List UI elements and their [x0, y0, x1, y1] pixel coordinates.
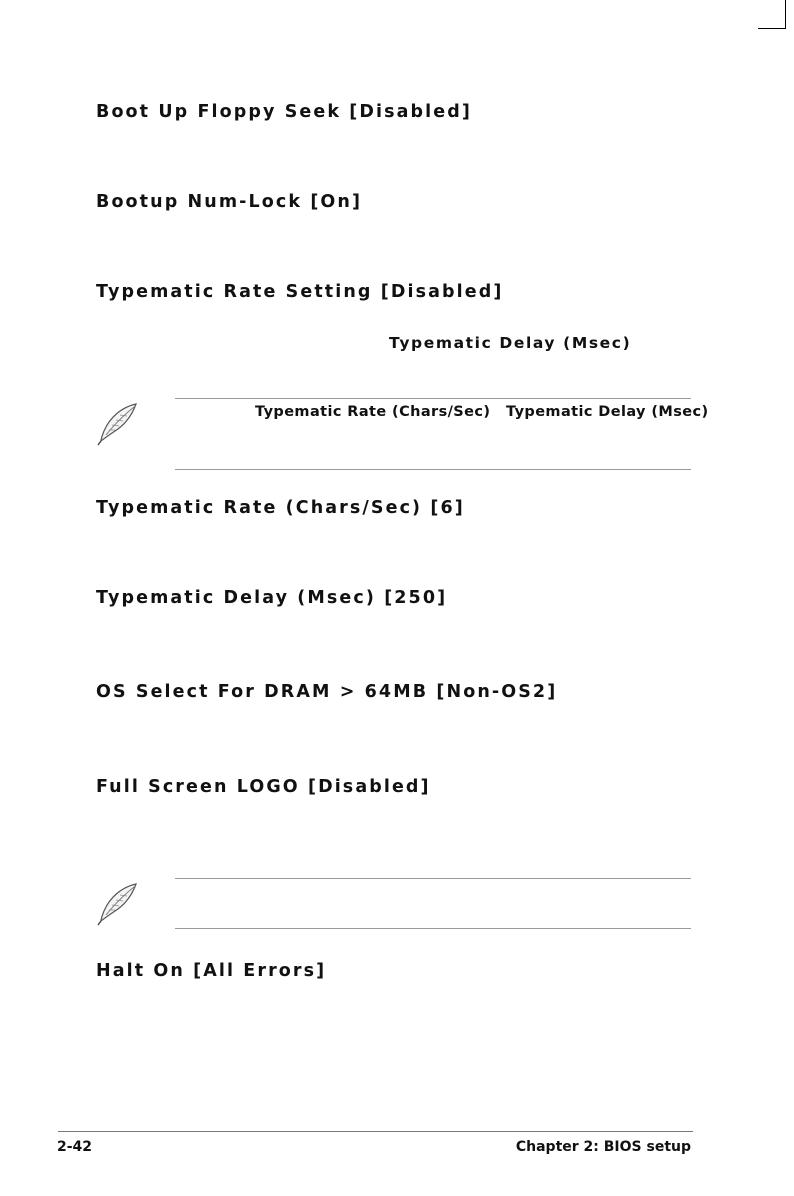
inline-reference-typematic-delay: Typematic Delay (Msec) [389, 334, 632, 352]
note-bottom-rule [175, 928, 691, 929]
heading-os-select-dram [96, 682, 557, 702]
setting-name: Halt On [96, 961, 185, 981]
setting-value: [On] [310, 192, 363, 212]
chapter-title: Chapter 2: BIOS setup [515, 1139, 691, 1155]
note-bottom-rule [175, 469, 691, 470]
heading-typematic-rate-setting [96, 282, 503, 302]
setting-name: Typematic Rate (Chars/Sec) [96, 498, 423, 518]
heading-boot-up-floppy-seek [96, 102, 472, 122]
setting-name: Full Screen LOGO [96, 777, 300, 797]
setting-name: Typematic Rate Setting [96, 282, 373, 302]
setting-value: [Non-OS2] [436, 682, 558, 702]
note-quill-icon [92, 401, 142, 447]
crop-mark-horizontal [758, 28, 786, 29]
setting-name: Boot Up Floppy Seek [96, 102, 342, 122]
page-number: 2-42 [57, 1139, 93, 1155]
setting-name: Bootup Num-Lock [96, 192, 303, 212]
footer-rule [58, 1131, 693, 1132]
note-top-rule [175, 398, 691, 399]
heading-typematic-delay [96, 588, 447, 608]
heading-halt-on [96, 961, 326, 981]
setting-value: [6] [430, 498, 465, 518]
setting-value: [250] [384, 588, 448, 608]
setting-value: [Disabled] [349, 102, 472, 122]
heading-typematic-rate [96, 498, 465, 518]
note-quill-icon [92, 881, 142, 927]
note-ref-typematic-delay: Typematic Delay (Msec) [506, 404, 709, 420]
setting-name: Typematic Delay (Msec) [96, 588, 376, 608]
note-top-rule [175, 878, 691, 879]
heading-full-screen-logo [96, 777, 431, 797]
setting-value: [All Errors] [193, 961, 327, 981]
setting-name: OS Select For DRAM > 64MB [96, 682, 429, 702]
crop-mark-vertical [785, 0, 786, 28]
heading-bootup-num-lock [96, 192, 362, 212]
note-ref-typematic-rate: Typematic Rate (Chars/Sec) [255, 404, 491, 420]
setting-value: [Disabled] [307, 777, 431, 797]
setting-value: [Disabled] [380, 282, 504, 302]
